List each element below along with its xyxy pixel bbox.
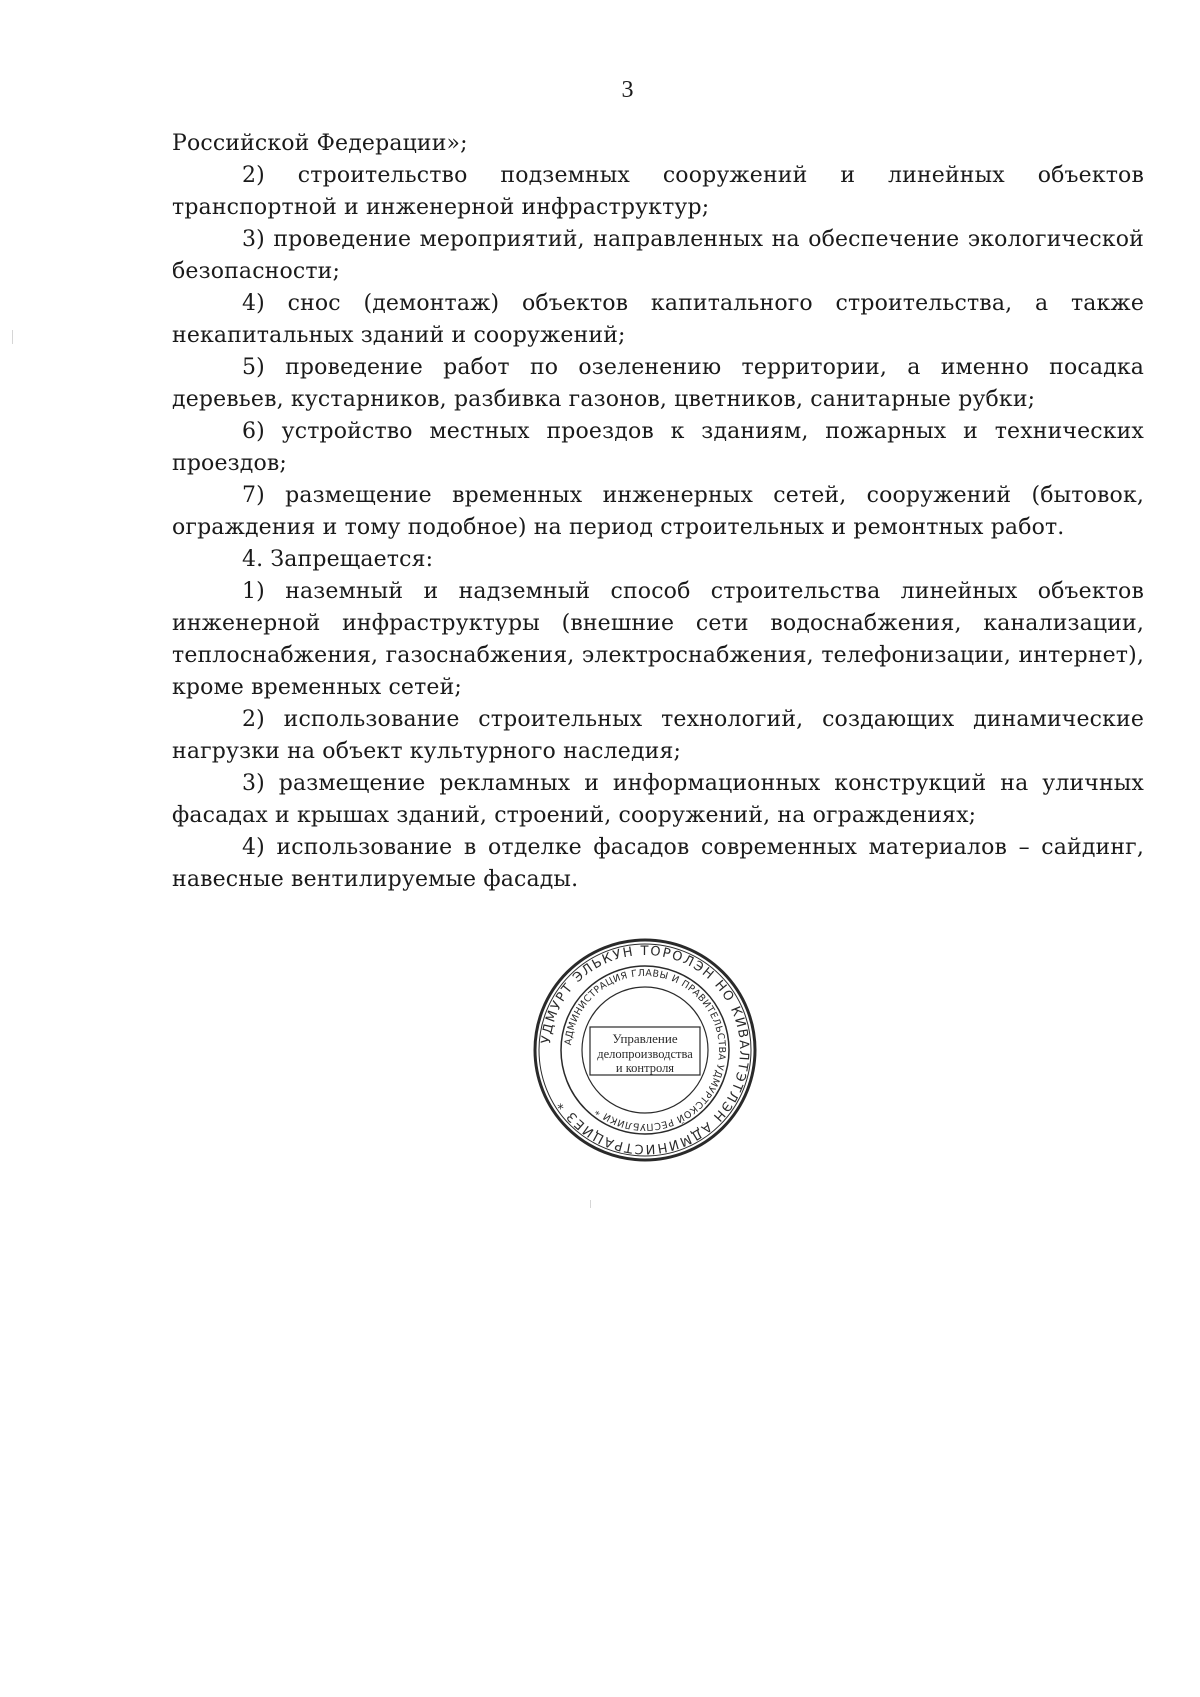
list-item-temporary-networks: 7) размещение временных инженерных сетей, сооружений (бытовок, ограждения и тому подобное) на период строительных и ремонтных работ. [172, 483, 1144, 540]
seal-center-line-1: Управление [612, 1031, 678, 1046]
seal-center-line-2: делопроизводства [597, 1047, 693, 1061]
list-item-facade-materials: 4) использование в отделке фасадов современных материалов – сайдинг, навесные вентилируемые фасады. [172, 835, 1144, 892]
page-number: 3 [621, 77, 634, 103]
scan-artifact-left-margin [12, 330, 13, 344]
seal-center-line-3: и контроля [615, 1061, 675, 1075]
list-item-ecology: 3) проведение мероприятий, направленных на обеспечение экологической безопасности; [172, 227, 1144, 284]
paragraph-continuation: Российской Федерации»; [172, 131, 468, 156]
list-item-advertising: 3) размещение рекламных и информационных конструкций на уличных фасадах и крышах зданий, строений, сооружений, на ограждениях; [172, 771, 1144, 828]
list-item-landscaping: 5) проведение работ по озеленению территории, а именно посадка деревьев, кустарников, разбивка газонов, цветников, санитарные рубки; [172, 355, 1144, 412]
scan-artifact-dot [590, 1200, 591, 1208]
list-item-demolition: 4) снос (демонтаж) объектов капитального строительства, а также некапитальных зданий и сооружений; [172, 291, 1144, 348]
seal-graphic [530, 935, 760, 1165]
list-item-overground-networks: 1) наземный и надземный способ строительства линейных объектов инженерной инфраструктуры (внешние сети водоснабжения, канализации, теплоснабжения, газоснабжения, электроснабжения, телефонизации, интернет), кроме временных сетей; [172, 579, 1144, 700]
list-item-driveways: 6) устройство местных проездов к зданиям, пожарных и технических проездов; [172, 419, 1144, 476]
document-body [172, 128, 1144, 896]
list-item-dynamic-loads: 2) использование строительных технологий, создающих динамические нагрузки на объект культурного наследия; [172, 707, 1144, 764]
seal-outer-ring-text: УДМУРТ ЭЛЬКУН ТОРОЛЭН НО КИВАЛТЭТЛЭН АДМИНИСТРАЦИЕЗ * [539, 943, 752, 1157]
official-seal [530, 935, 760, 1165]
list-item-construction-underground: 2) строительство подземных сооружений и линейных объектов транспортной и инженерной инфраструктур; [172, 163, 1144, 220]
seal-inner-ring-text: АДМИНИСТРАЦИЯ ГЛАВЫ И ПРАВИТЕЛЬСТВА УДМУРТСКОЙ РЕСПУБЛИКИ * [563, 967, 728, 1133]
section-prohibited-heading: 4. Запрещается: [242, 547, 434, 572]
